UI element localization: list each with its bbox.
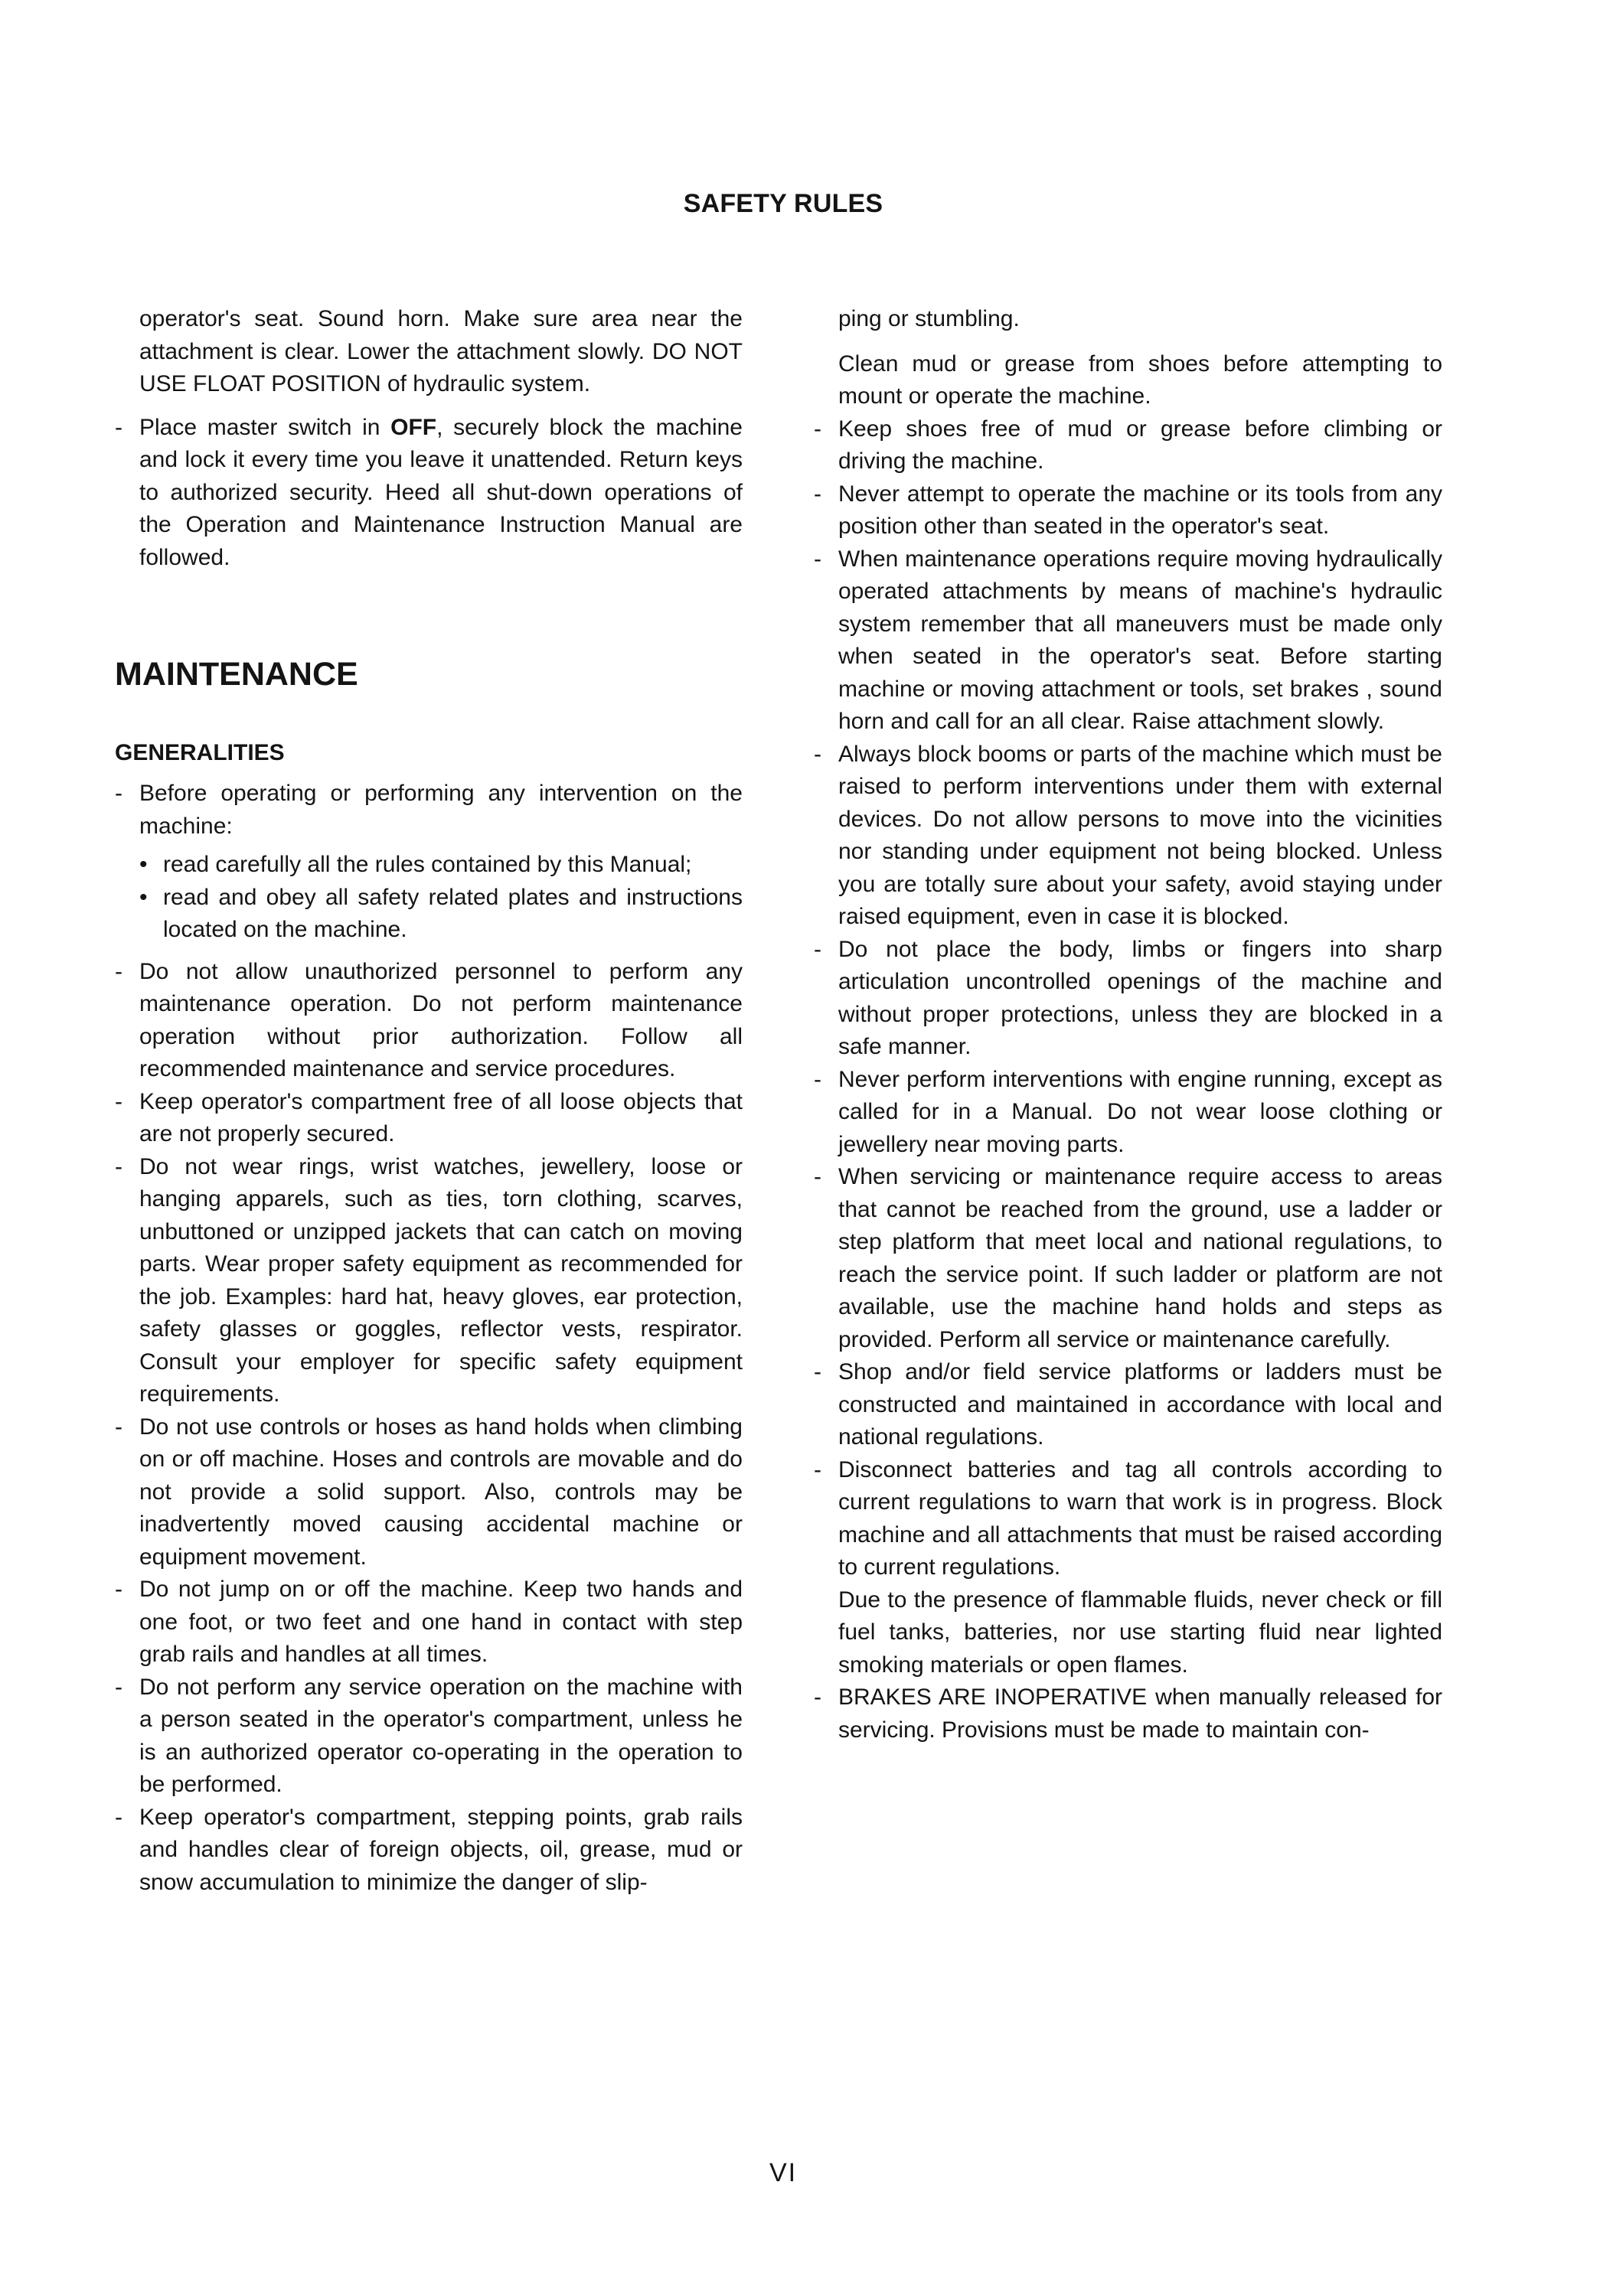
list-item: - When maintenance operations require moving hydraulically operated attachments by means of machine's hydraulic system remember that all maneuvers must be made only when seated in the operator's seat. Before starting machine or moving attachment or tools, set brakes , sound horn and call for an all clear. Raise attachment slowly. [814,543,1442,739]
list-item: - Always block booms or parts of the machine which must be raised to perform interventions under them with external devices. Do not allow persons to move into the vicinities nor standing under equipment not being blocked. Unless you are totally sure about your safety, avoid staying under raised equipment, even in case it is blocked. [814,739,1442,934]
page-title: SAFETY RULES [683,189,883,218]
text-run: Place master switch in [139,414,391,440]
list-item: - Do not use controls or hoses as hand holds when climbing on or off machine. Hoses and controls are movable and do not provide a solid support. Also, controls may be inadvertently moved causing accidental machine or equipment movement. [115,1411,743,1574]
bullet-item: • read carefully all the rules contained by this Manual; [115,849,743,882]
list-item-master-switch [115,412,743,575]
list-item: - Disconnect batteries and tag all controls according to current regulations to warn that work is in progress. Block machine and all attachments that must be raised according to current regulations. [814,1454,1442,1584]
list-item: - When servicing or maintenance require access to areas that cannot be reached from the ground, use a ladder or step platform that meet local and national regulations, to reach the service point. If such ladder or platform are not available, use the machine hand holds and steps as provided. Perform all service or maintenance carefully. [814,1161,1442,1356]
list-item: - Keep operator's compartment free of all loose objects that are not properly secured. [115,1086,743,1151]
paragraph-continued: operator's seat. Sound horn. Make sure area near the attachment is clear. Lower the attachment slowly. DO NOT USE FLOAT POSITION of hydraulic system. [139,306,743,396]
text-run: , securely block the machine and lock it every time you leave it unattended. Return keys to authorized security. Heed all shut-down operations of the Operation and Maintenance Instruction Manual are followed. [139,414,743,570]
left-column [115,303,743,1899]
list-item: - Before operating or performing any intervention on the machine: [115,778,743,843]
list-item: - Do not place the body, limbs or fingers into sharp articulation uncontrolled openings of the machine and without proper protections, unless they are blocked in a safe manner. [814,934,1442,1064]
list-item: - Keep operator's compartment, stepping points, grab rails and handles clear of foreign objects, oil, grease, mud or snow accumulation to minimize the danger of slip- [115,1802,743,1900]
right-column [814,303,1442,1746]
list-item: - Never attempt to operate the machine or its tools from any position other than seated in the operator's seat. [814,478,1442,543]
list-item: - Do not allow unauthorized personnel to perform any maintenance operation. Do not perform maintenance operation without prior authorization. Follow all recommended maintenance and service procedures. [115,956,743,1086]
list-item: - Never perform interventions with engine running, except as called for in a Manual. Do not wear loose clothing or jewellery near moving parts. [814,1064,1442,1162]
paragraph-continued: ping or stumbling. [838,306,1020,331]
off-emphasis: OFF [390,414,437,440]
list-item: - Do not wear rings, wrist watches, jewellery, loose or hanging apparels, such as ties, torn clothing, scarves, unbuttoned or unzipped jackets that can catch on moving parts. Wear proper safety equipment as recommended for the job. Examples: hard hat, heavy gloves, ear protection, safety glasses or goggles, reflector vests, respirator. Consult your employer for specific safety equipment requirements. [115,1151,743,1411]
bullet-item: • read and obey all safety related plates and instructions located on the machine. [115,882,743,947]
list-item: - Keep shoes free of mud or grease before climbing or driving the machine. [814,413,1442,478]
subsection-title: GENERALITIES [115,740,285,765]
paragraph: Clean mud or grease from shoes before attempting to mount or operate the machine. [838,351,1442,409]
list-item: - BRAKES ARE INOPERATIVE when manually released for servicing. Provisions must be made to maintain con- [814,1681,1442,1746]
paragraph: Due to the presence of flammable fluids, never check or fill fuel tanks, batteries, nor use starting fluid near lighted smoking materials or open flames. [838,1587,1442,1678]
list-item: - Shop and/or field service platforms or ladders must be constructed and maintained in accordance with local and national regulations. [814,1356,1442,1454]
list-item: - Do not perform any service operation on the machine with a person seated in the operator's compartment, unless he is an authorized operator co-operating in the operation to be performed. [115,1671,743,1802]
page-number: VI [769,2158,798,2187]
list-item: - Do not jump on or off the machine. Keep two hands and one foot, or two feet and one hand in contact with step grab rails and handles at all times. [115,1574,743,1671]
section-title: MAINTENANCE [115,656,358,693]
